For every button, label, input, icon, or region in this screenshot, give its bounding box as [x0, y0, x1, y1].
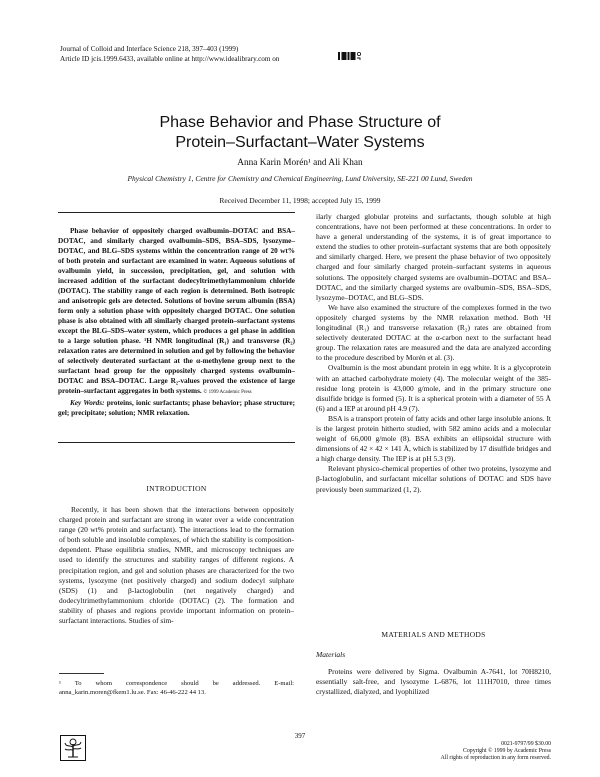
author-list: Anna Karin Morén¹ and Ali Khan — [237, 158, 363, 168]
keywords — [58, 398, 295, 418]
abstract-text — [58, 213, 295, 398]
page-number: 397 — [294, 732, 306, 740]
introduction-body — [59, 505, 294, 626]
right-paragraph-1: ilarly charged globular proteins and surfactants, though soluble at high concentrations, have not been performed at these concentrations. In order to have a general understanding of the systems, it is of great importance to extend the studies to other protein–surfactant systems that are both oppositely and similarly charged. Here, we present the phase behavior of two oppositely charged and four similarly charged protein–surfactant systems in aqueous solutions. The oppositely charged systems are ovalbumin–DOTAC and BSA–DOTAC, and the similarly charged systems are ovalbumin–SDS, BSA–SDS, lysozyme–DOTAC, and BLG–SDS. — [316, 212, 551, 302]
right-paragraph-5: Relevant physico-chemical properties of other two proteins, lysozyme and β-lactoglobulin, and surfactant micellar solutions of DOTAC and SDS have previously been summarized (1, 2). — [316, 464, 551, 494]
right-paragraph-4: BSA is a transport protein of fatty acids and other large insoluble anions. It is the largest protein hitherto studied, with 582 amino acids and a molecular weight of 66,000 g/mole (8). BSA exhibits an ellipsoidal structure with dimensions of 42 × 42 × 141 Å, which is stabilized by 17 disulfide bridges and a high charge density. The IEP is at pH 5.3 (9). — [316, 413, 551, 464]
materials-subheading: Materials — [316, 650, 346, 659]
copyright-block — [380, 741, 551, 762]
materials-body — [316, 667, 551, 697]
introduction-paragraph: Recently, it has been shown that the interactions between oppositely charged protein and surfactant are strong in water over a wide concentration range (20 wt% protein and surfactant). The interactions lead to the formation of both soluble and insoluble complexes, of which the stability is composition-dependent. Phase equilibria studies, NMR, and microscopy techniques are used to identify the structures and stability ranges of different regions. A precipitation region, and gel and solution phases are characterized for the two systems, lysozyme (net positively charged) and sodium dodecyl sulphate (SDS) (1) and β-lactoglobulin (net negatively charged) and dodecyltrimethylammonium chloride (DOTAC) (2). The formation and stability of phases and regions provide important information on protein–surfactant interactions. Studies of sim- — [59, 505, 294, 626]
introduction-heading: INTRODUCTION — [146, 484, 207, 493]
footnote-rule — [59, 673, 104, 674]
rights-line: All rights of reproduction in any form reserved. — [440, 755, 551, 761]
right-paragraph-2: We have also examined the structure of the complexes formed in the two oppositely charged systems by the NMR relaxation method. Both ¹H longitudinal (R₁) and transverse relaxation (R₂) rates are obtained from selectively deuterated DOTAC at the α-carbon next to the surfactant head group. The relaxation rates are measured and the data are analyzed according to the procedure described by Morén et al. (3). — [316, 302, 551, 363]
received-dates: Received December 11, 1998; accepted July 15, 1999 — [219, 196, 381, 205]
abstract-box — [58, 212, 295, 443]
materials-paragraph: Proteins were delivered by Sigma. Ovalbumin A-7641, lot 70H8210, essentially salt-free, and lysozyme L-6876, lot 111H7010, three times crystallized, dialyzed, and lyophilized — [316, 667, 551, 697]
issn-line: 0021-9797/99 $30.00 — [501, 741, 551, 747]
title-line-2: Protein–Surfactant–Water Systems — [175, 134, 425, 151]
copyright-line: Copyright © 1999 by Academic Press — [463, 748, 551, 754]
journal-header — [60, 44, 279, 64]
article-id: Article ID jcis.1999.6433, available online at http://www.idealibrary.com on — [60, 55, 280, 63]
affiliation: Physical Chemistry 1, Centre for Chemistry and Chemical Engineering, Lund University, SE-221 00 Lund, Sweden — [127, 174, 473, 183]
methods-heading: MATERIALS AND METHODS — [381, 630, 486, 639]
right-column — [316, 212, 551, 495]
abstract-body: Phase behavior of oppositely charged ovalbumin–DOTAC and BSA–DOTAC, and similarly charged ovalbumin–SDS, BSA–SDS, lysozyme–DOTAC, and BLG–SDS systems within the concentration range of 20 wt% of both protein and surfactant are examined in water. Aqueous solutions of ovalbumin yield, in succession, precipitation, gel, and solution with increased addition of the surfactant dodecyltrimethylammonium chloride (DOTAC). The stability range of each region is determined. Both isotropic and anisotropic gels are detected. Solutions of bovine serum albumin (BSA) form only a solution phase with oppositely charged DOTAC. One solution phase is also obtained with all similarly charged protein–surfactant systems except the BLG–SDS–water system, which produces a gel phase in addition to a large solution phase. ¹H NMR longitudinal (R₁) and transverse (R₂) relaxation rates are determined in solution and gel by following the behavior of selectively deuterated surfactant at the α-methylene group next to the surfactant head group for the oppositely charged systems ovalbumin–DOTAC and BSA–DOTAC. Large R₂-values proved the existence of large protein–surfactant aggregates in both systems. — [58, 227, 295, 395]
keywords-label: Key Words: — [70, 399, 105, 407]
correspondence-footnote: ¹ To whom correspondence should be addressed. E-mail: anna_karin.moren@fkem1.lu.se. Fax: 46-46-222 44 13. — [59, 680, 294, 696]
abstract-copyright: © 1999 Academic Press — [203, 390, 252, 395]
right-paragraph-3: Ovalbumin is the most abundant protein in egg white. It is a glycoprotein with an attached carbohydrate moiety (4). The molecular weight of the 385-residue long protein is 43,000 g/mole, and in the primary structure one disulfide bridge is formed (5). It is a spherical protein with a diameter of 55 Å (6) and a IEP at around pH 4.9 (7). — [316, 363, 551, 413]
ideal-logo — [338, 50, 362, 62]
keywords-list: proteins, ionic surfactants; phase behavior; phase structure; gel; precipitate; solution; NMR relaxation. — [58, 399, 295, 417]
article-title — [0, 113, 600, 153]
title-line-1: Phase Behavior and Phase Structure of — [159, 114, 441, 131]
journal-citation: Journal of Colloid and Interface Science 218, 397–403 (1999) — [60, 45, 239, 53]
